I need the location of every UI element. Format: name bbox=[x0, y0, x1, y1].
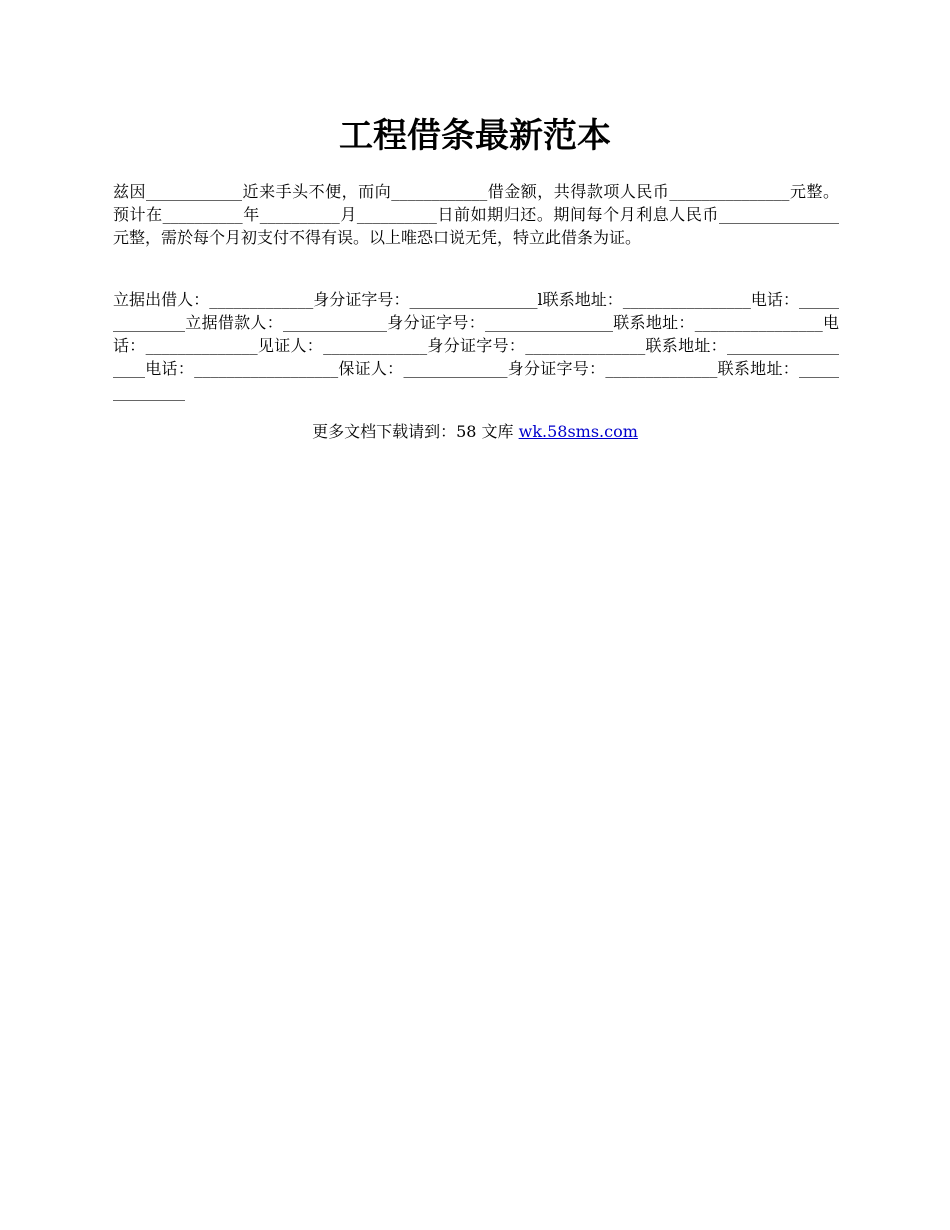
document-title: 工程借条最新范本 bbox=[339, 116, 611, 156]
loan-body-paragraph: 兹因____________近来手头不便，而向____________借金额，共得款项人民币_______________元整。预计在__________年__________月__________日前如期归还。期间每个月利息人民币_______________元整，需於每个月初支付不得有误。以上唯恐口说无凭，特立此借条为证。 bbox=[113, 182, 839, 247]
download-footer bbox=[0, 420, 950, 443]
footer-link[interactable]: wk.58sms.com bbox=[518, 422, 638, 441]
footer-text: 更多文档下载请到：58 文库 bbox=[312, 422, 519, 441]
parties-info-paragraph: 立据出借人：_____________身分证字号：________________l联系地址：________________电话：______________立据借款人：_____________身分证字号：________________联系地址：________________电话：______________见证人：_____________身分证字号：_______________联系地址：__________________电话：__________________保证人：_____________身分证字号：______________联系地址：______________ bbox=[113, 290, 839, 401]
